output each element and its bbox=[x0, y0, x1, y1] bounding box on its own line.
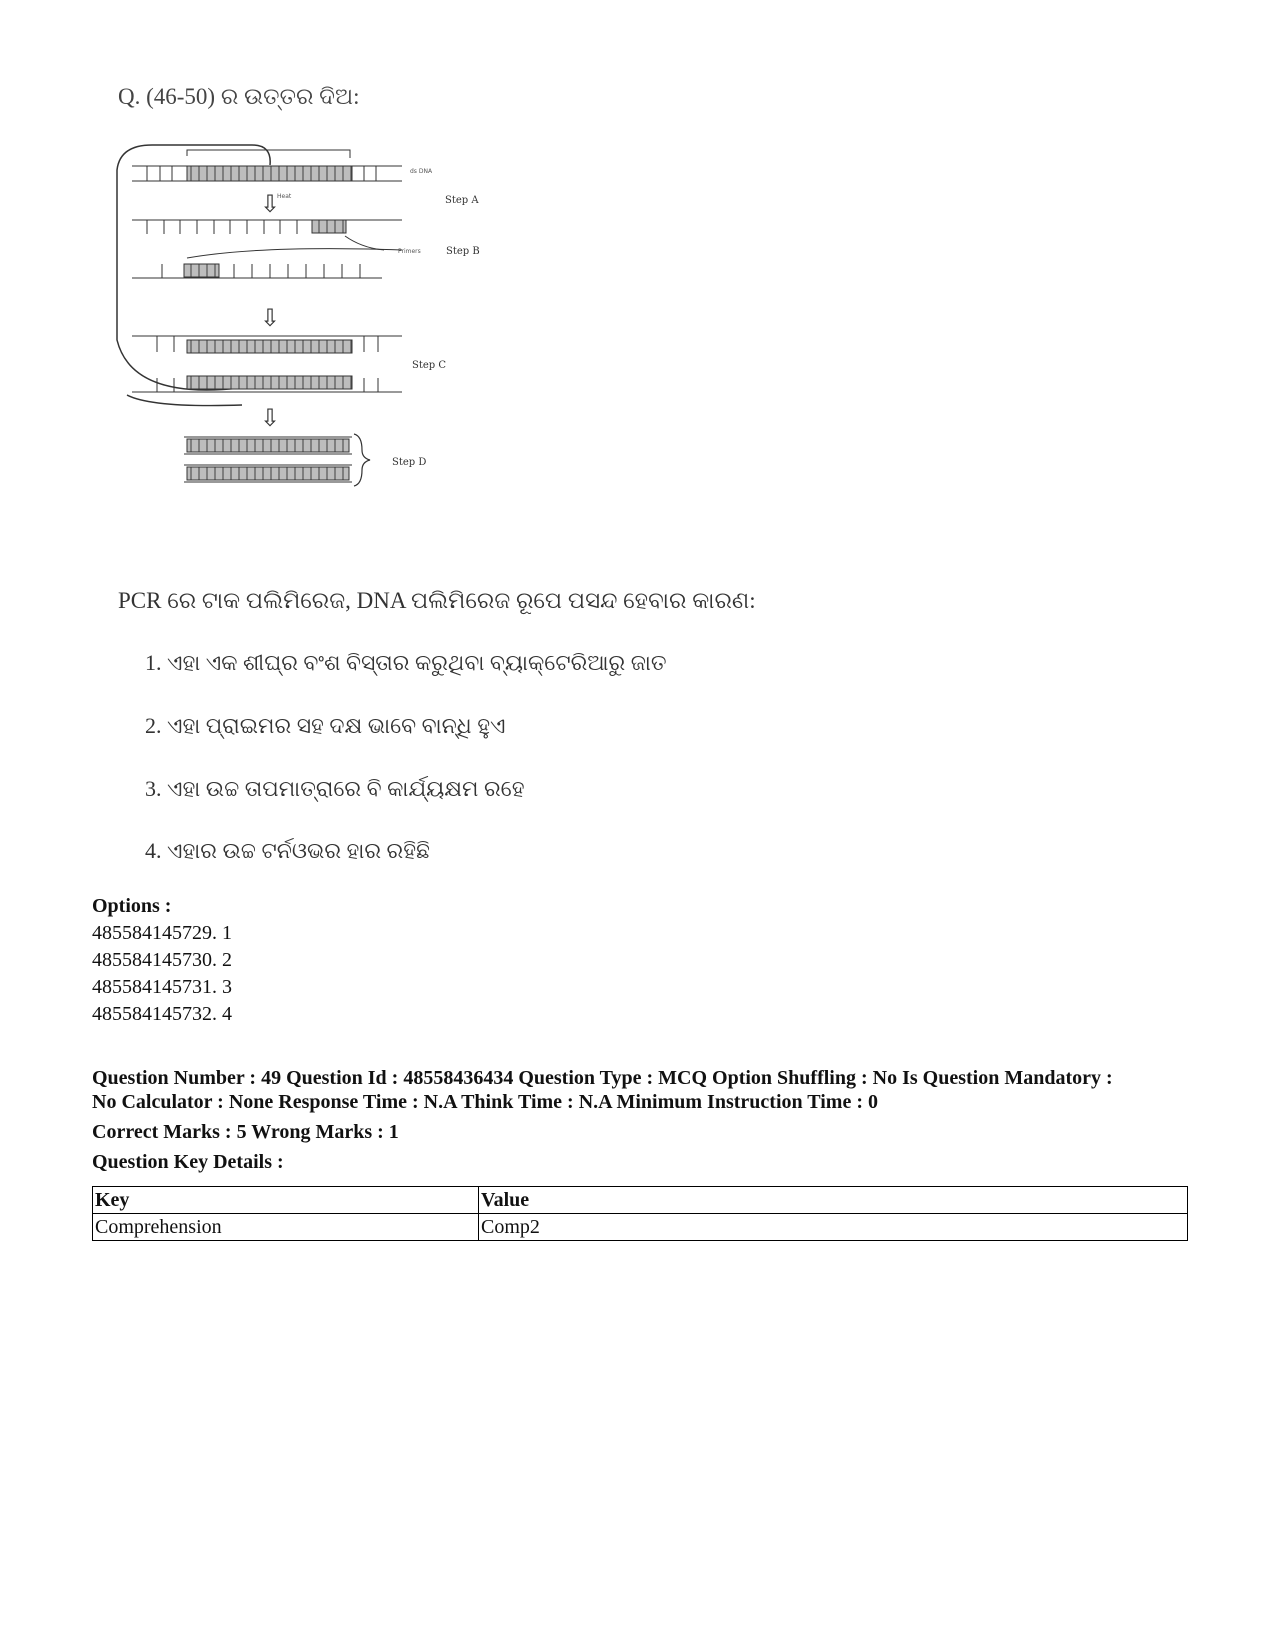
table-header-row bbox=[93, 1187, 1188, 1214]
step-c-extension bbox=[132, 336, 446, 392]
step-b-label: Step B bbox=[446, 246, 480, 257]
statement-1: 1. ଏହା ଏକ ଶୀଘ୍ର ବଂଶ ବିସ୍ତାର କରୁଥିବା ବ୍ୟାକ୍ଟେରିଆରୁ ଜାତ bbox=[145, 650, 667, 675]
step-d-products bbox=[184, 434, 426, 486]
statement-4: 4. ଏହାର ଉଚ୍ଚ ଟର୍ନଓଭର ହାର ରହିଛି bbox=[145, 838, 430, 863]
statement-2: 2. ଏହା ପ୍ରାଇମର ସହ ଦକ୍ଷ ଭାବେ ବାନ୍ଧି ହୁଏ bbox=[145, 713, 506, 738]
key-details-title: Question Key Details : bbox=[92, 1151, 284, 1173]
down-arrow-icon: ⇩ bbox=[260, 304, 281, 332]
option-2: 485584145730. 2 bbox=[92, 949, 232, 971]
step-d-label: Step D bbox=[392, 457, 427, 468]
step-c-label: Step C bbox=[412, 360, 447, 371]
option-3: 485584145731. 3 bbox=[92, 976, 232, 998]
option-1: 485584145729. 1 bbox=[92, 922, 232, 944]
primers-label: Primers bbox=[398, 248, 421, 255]
key-table bbox=[92, 1186, 1188, 1241]
down-arrow-icon: ⇩ bbox=[260, 190, 281, 218]
statement-3: 3. ଏହା ଉଚ୍ଚ ତାପମାତ୍ରାରେ ବି କାର୍ଯ୍ୟକ୍ଷମ ରହେ bbox=[145, 776, 525, 801]
table-row bbox=[93, 1214, 1188, 1241]
ds-dna-label: ds DNA bbox=[410, 168, 433, 175]
options-title: Options : bbox=[92, 895, 172, 917]
marks-line: Correct Marks : 5 Wrong Marks : 1 bbox=[92, 1121, 399, 1143]
step-a-label: Step A bbox=[445, 195, 479, 206]
down-arrow-icon: ⇩ bbox=[260, 404, 281, 432]
table-header-key: Key bbox=[93, 1187, 479, 1214]
table-header-value: Value bbox=[479, 1187, 1188, 1214]
table-cell-key: Comprehension bbox=[93, 1214, 479, 1241]
pcr-diagram bbox=[112, 140, 512, 520]
table-cell-value: Comp2 bbox=[479, 1214, 1188, 1241]
question-meta-line2: No Calculator : None Response Time : N.A Think Time : N.A Minimum Instruction Time : 0 bbox=[92, 1091, 878, 1113]
option-4: 485584145732. 4 bbox=[92, 1003, 232, 1025]
step-b-strands bbox=[132, 220, 480, 278]
step-a-dsdna bbox=[132, 150, 433, 181]
question-header: Q. (46-50) ର ଉତ୍ତର ଦିଅ: bbox=[118, 84, 360, 109]
question-meta-line1: Question Number : 49 Question Id : 48558436434 Question Type : MCQ Option Shuffling : No Is Question Mandatory : bbox=[92, 1067, 1113, 1089]
question-stem: PCR ରେ ଟାକ ପଲିମିରେଜ, DNA ପଲିମିରେଜ ରୂପେ ପସନ୍ଦ ହେବାର କାରଣ: bbox=[118, 588, 756, 613]
heat-label: Heat bbox=[277, 193, 292, 200]
